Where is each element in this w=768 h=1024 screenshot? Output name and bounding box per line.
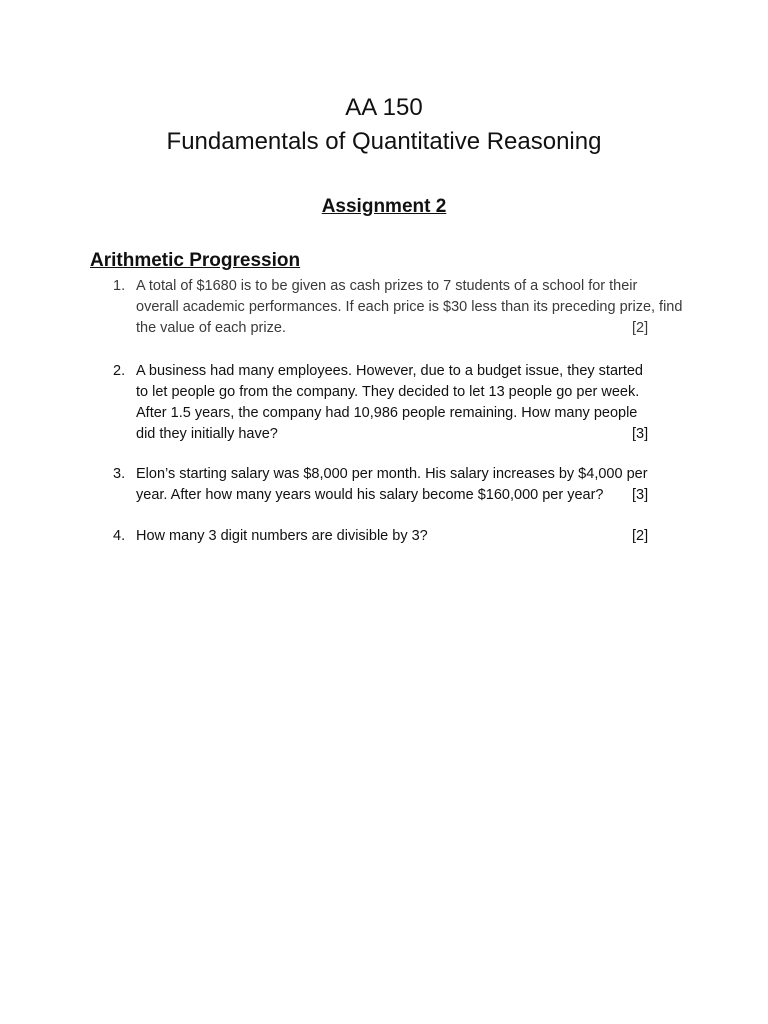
- question-text-line: A total of $1680 is to be given as cash prizes to 7 students of a school for their: [136, 278, 638, 294]
- assignment-title: Assignment 2: [321, 196, 447, 217]
- question-text-line: to let people go from the company. They decided to let 13 people go per week.: [136, 384, 640, 400]
- section-heading: Arithmetic Progression: [90, 250, 301, 271]
- question-marks: [3]: [632, 426, 649, 442]
- question-number: 2.: [113, 363, 126, 379]
- question-marks: [2]: [632, 528, 649, 544]
- question-text-line: overall academic performances. If each price is $30 less than its preceding prize, find: [136, 299, 683, 315]
- question-marks: [2]: [632, 320, 649, 336]
- question-text-line: How many 3 digit numbers are divisible by 3?: [136, 528, 428, 544]
- question-marks: [3]: [632, 487, 649, 503]
- question-text-line: the value of each prize.: [136, 320, 286, 336]
- question-text-line: did they initially have?: [136, 426, 278, 442]
- question-text-line: A business had many employees. However, due to a budget issue, they started: [136, 363, 643, 379]
- question-number: 1.: [113, 278, 126, 294]
- course-title: Fundamentals of Quantitative Reasoning: [166, 128, 602, 155]
- question-number: 4.: [113, 528, 126, 544]
- course-code: AA 150: [345, 94, 423, 121]
- question-text-line: After 1.5 years, the company had 10,986 people remaining. How many people: [136, 405, 638, 421]
- question-text-line: year. After how many years would his salary become $160,000 per year?: [136, 487, 604, 503]
- question-text-line: Elon’s starting salary was $8,000 per month. His salary increases by $4,000 per: [136, 466, 648, 482]
- question-number: 3.: [113, 466, 126, 482]
